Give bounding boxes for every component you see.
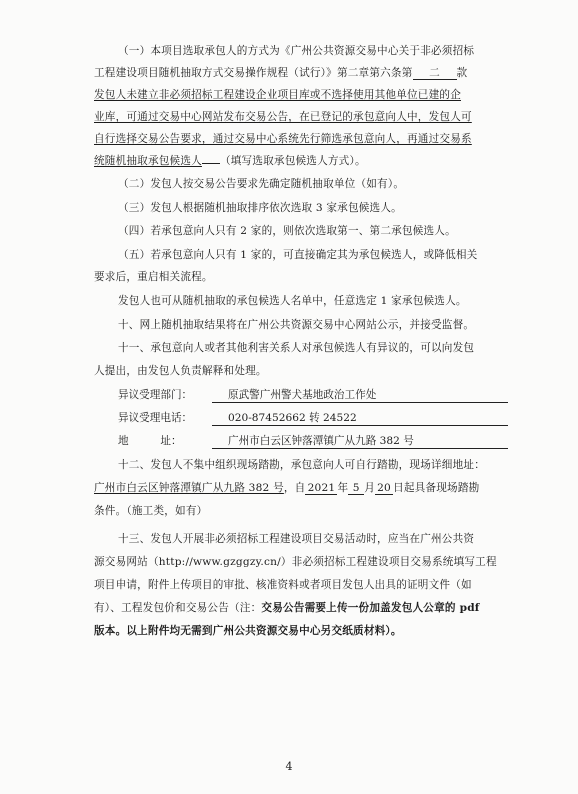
- para-1-line-2-text: 工程建设项目随机抽取方式交易操作规程（试行）》第二章第六条第: [94, 67, 413, 79]
- objection-dept-label: 异议受理部门：: [118, 389, 193, 401]
- site-address: 广州市白云区钟落潭镇广从九路 382 号: [94, 482, 284, 494]
- page-number: 4: [285, 760, 293, 773]
- section-13-line-3: 项目申请，附件上传项目的审批、核准资料或者项目发包人出具的证明文件（如: [94, 579, 472, 591]
- para-6: 发包人也可从随机抽取的承包候选人名单中，任意选定 1 家承包候选人。: [118, 295, 467, 307]
- objection-address-label: 地 址：: [118, 435, 182, 447]
- para-4: （四）若承包意向人只有 2 家的，则依次选取第一、第二承包候选人。: [118, 225, 456, 237]
- year-char: 年: [337, 482, 349, 494]
- date-year: 2021: [305, 482, 337, 495]
- section-13-line-1: 十三、发包人开展非必须招标工程建设项目交易活动时，应当在广州公共资: [118, 533, 475, 545]
- section-13-line-5: 版本。以上附件均无需到广州公共资源交易中心另交纸质材料）。: [94, 625, 402, 637]
- para-1-line-4: 业库，可通过交易中心网站发布交易公告，在已登记的承包意向人中，发包人可: [94, 111, 472, 123]
- section-11-line-1: 十一、承包意向人或者其他利害关系人对承包候选人有异议的，可以向发包: [118, 342, 475, 354]
- date-prefix: ，自: [283, 482, 306, 494]
- para-1-line-2: [94, 66, 524, 80]
- para-5-line-1: （五）若承包意向人只有 1 家的，可直接确定其为承包候选人，或降低相关: [118, 249, 478, 261]
- objection-dept-value: 原武警广州警犬基地政治工作处: [212, 388, 508, 403]
- section-12-line-2: [94, 481, 524, 495]
- section-10: 十、网上随机抽取结果将在广州公共资源交易中心网站公示，并接受监督。: [118, 319, 475, 331]
- objection-phone-label: 异议受理电话：: [118, 412, 193, 424]
- clause-number-blank: 二: [413, 67, 457, 80]
- objection-phone-value: 020-87452662 转 24522: [212, 411, 508, 426]
- section-11-line-2: 人提出，由发包人负责解释和处理。: [94, 365, 267, 377]
- date-month: 5: [348, 482, 364, 495]
- para-1-line-1: （一）本项目选取承包人的方式为《广州公共资源交易中心关于非必须招标: [118, 45, 475, 57]
- method-blank: [202, 163, 220, 164]
- para-1-line-3: 发包人未建立非必须招标工程建设企业项目库或不选择使用其他单位已建的企: [94, 89, 461, 101]
- month-char: 月: [364, 482, 376, 494]
- section-12-line-1: 十二、发包人不集中组织现场踏勘，承包意向人可自行踏勘，现场详细地址：: [118, 459, 485, 471]
- para-3: （三）发包人根据随机抽取排序依次选取 3 家承包候选人。: [118, 202, 402, 214]
- para-1-line-5: 自行选择交易公告要求，通过交易中心系统先行筛选承包意向人，再通过交易系: [94, 133, 472, 145]
- section-13-line-4: [94, 601, 524, 615]
- section-12-line-3: 条件。（施工类，如有）: [94, 505, 208, 517]
- objection-address-value: 广州市白云区钟落潭镇广从九路 382 号: [212, 434, 508, 449]
- para-1-line-6-text: 统随机抽取承包候选人: [94, 155, 202, 167]
- para-5-line-2: 要求后，重启相关流程。: [94, 271, 213, 283]
- para-1-line-6: [94, 154, 524, 168]
- date-suffix: 日起具备现场踏勘: [393, 482, 480, 494]
- para-1-line-2-tail: 款: [456, 67, 468, 79]
- date-day: 20: [375, 482, 393, 495]
- para-1-line-6-tail: （填写选取承包候选人方式）。: [219, 155, 366, 167]
- para-2: （二）发包人按交易公告要求先确定随机抽取单位（如有）。: [118, 178, 405, 190]
- section-13-line-4-text: 有）、工程发包价和交易公告（注：: [94, 602, 262, 614]
- pdf-note-bold: 交易公告需要上传一份加盖发包人公章的 pdf: [261, 602, 480, 614]
- section-13-line-2: 源交易网站（http://www.gzggzy.cn/）非必须招标工程建设项目交易系统填写工程: [94, 556, 497, 568]
